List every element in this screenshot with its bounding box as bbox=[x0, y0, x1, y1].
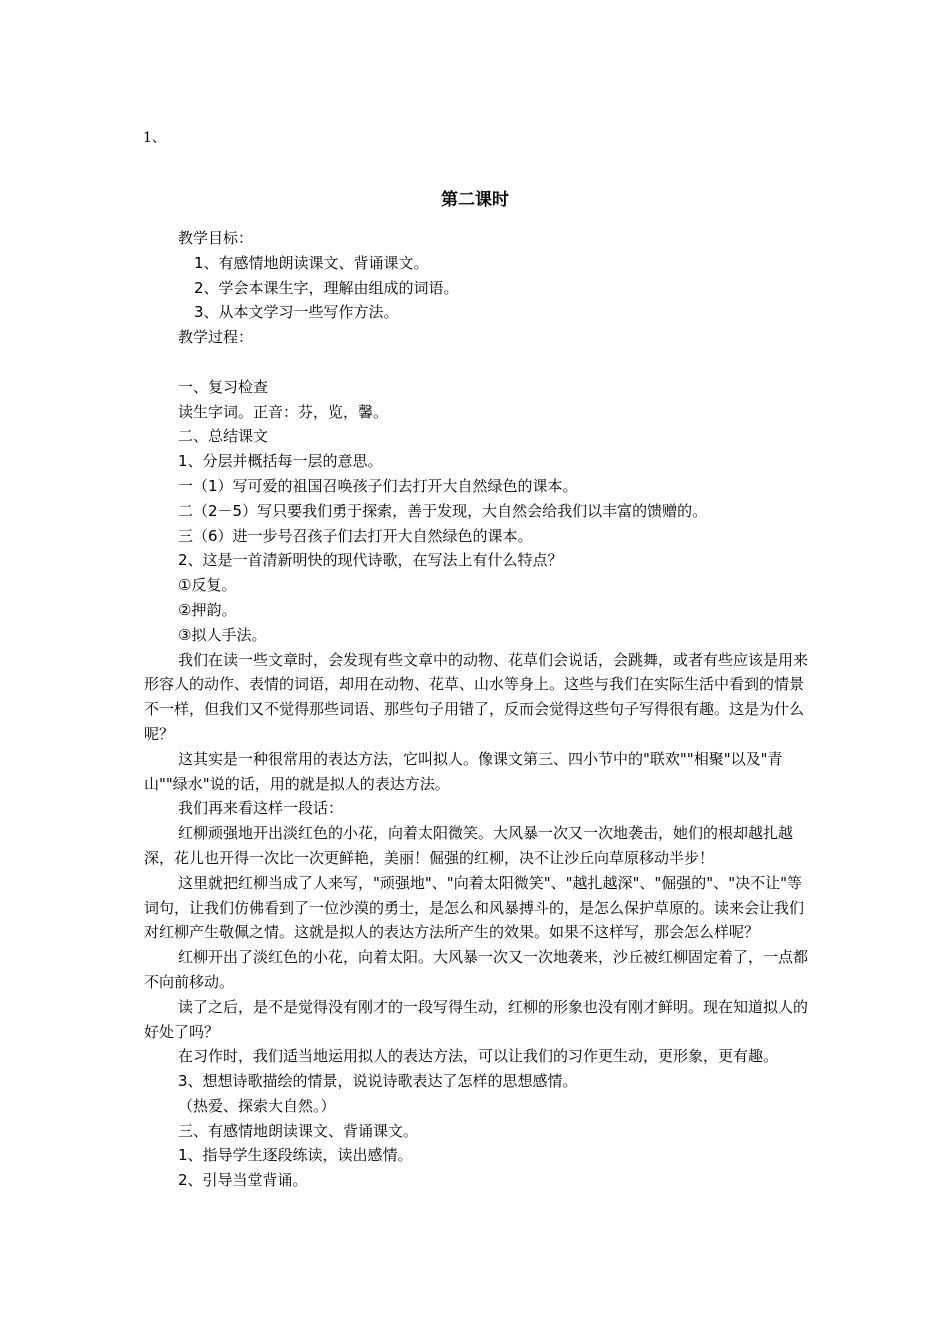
page-number-label: 1、 bbox=[143, 130, 166, 146]
feature-item: ①反复。 bbox=[178, 576, 237, 595]
goal-item: 1、有感情地朗读课文、背诵课文。 bbox=[194, 253, 429, 272]
body-paragraph: 这其实是一种很常用的表达方法，它叫拟人。像课文第三、四小节中的"联欢""相聚"以及"青山""绿水"说的话，用的就是拟人的表达方法。 bbox=[144, 749, 783, 793]
question-text: 1、分层并概括每一层的意思。 bbox=[178, 452, 383, 471]
layer-summary: 二（2－5）写只要我们勇于探索，善于发现，大自然会给我们以丰富的馈赠的。 bbox=[178, 501, 708, 520]
question-text: 3、想想诗歌描绘的情景，说说诗歌表达了怎样的思想感情。 bbox=[178, 1072, 578, 1091]
body-paragraph: 读了之后，是不是觉得没有刚才的一段写得生动，红柳的形象也没有刚才鲜明。现在知道拟人的好处了吗？ bbox=[144, 997, 809, 1041]
goal-item: 2、学会本课生字，理解由组成的词语。 bbox=[194, 278, 459, 297]
question-text: 2、这是一首清新明快的现代诗歌，在写法上有什么特点？ bbox=[178, 551, 563, 570]
answer-text: （热爱、探索大自然。） bbox=[178, 1096, 336, 1115]
body-paragraph: 我们在读一些文章时，会发现有些文章中的动物、花草们会说话，会跳舞，或者有些应该是用来形容人的动作、表情的词语，却用在动物、花草、山水等身上。这些与我们在实际生活中看到的情景不一样，但我们又不觉得那些词语、那些句子用错了，反而会觉得这些句子写得很有趣。这是为什么呢？ bbox=[144, 650, 809, 743]
body-paragraph: 红柳顽强地开出淡红色的小花，向着太阳微笑。大风暴一次又一次地袭击，她们的根却越扎越深，花儿也开得一次比一次更鲜艳，美丽！倔强的红柳，决不让沙丘向草原移动半步！ bbox=[144, 824, 794, 867]
process-label: 教学过程： bbox=[178, 328, 254, 347]
section-heading: 三、有感情地朗读课文、背诵课文。 bbox=[178, 1121, 419, 1140]
page-title: 第二课时 bbox=[441, 190, 509, 210]
step-item: 2、引导当堂背诵。 bbox=[178, 1171, 308, 1190]
layer-summary: 一（1）写可爱的祖国召唤孩子们去打开大自然绿色的课本。 bbox=[178, 476, 578, 495]
feature-item: ③拟人手法。 bbox=[178, 625, 267, 644]
feature-item: ②押韵。 bbox=[178, 600, 237, 619]
body-paragraph: 红柳开出了淡红色的小花，向着太阳。大风暴一次又一次地袭来，沙丘被红柳固定着了，一点都不向前移动。 bbox=[144, 948, 809, 991]
section-heading: 一、复习检查 bbox=[178, 377, 269, 396]
body-paragraph: 在习作时，我们适当地运用拟人的表达方法，可以让我们的习作更生动，更形象，更有趣。 bbox=[178, 1047, 779, 1066]
body-paragraph: 我们再来看这样一段话： bbox=[178, 799, 344, 818]
section-text: 读生字词。正音：芬，览，馨。 bbox=[178, 402, 389, 421]
document-body bbox=[144, 226, 816, 1193]
step-item: 1、指导学生逐段练读，读出感情。 bbox=[178, 1146, 413, 1165]
goal-item: 3、从本文学习一些写作方法。 bbox=[194, 303, 399, 322]
goals-label: 教学目标： bbox=[178, 229, 254, 247]
layer-summary: 三（6）进一步号召孩子们去打开大自然绿色的课本。 bbox=[178, 526, 533, 545]
blank-line bbox=[144, 350, 816, 375]
section-heading: 二、总结课文 bbox=[178, 427, 269, 446]
body-paragraph: 这里就把红柳当成了人来写，"顽强地"、"向着太阳微笑"、"越扎越深"、"倔强的"、"决不让"等词句，让我们仿佛看到了一位沙漠的勇士，是怎么和风暴搏斗的，是怎么保护草原的。读来会让我们对红柳产生敬佩之情。这就是拟人的表达方法所产生的效果。如果不这样写，那会怎么样呢？ bbox=[144, 873, 805, 942]
